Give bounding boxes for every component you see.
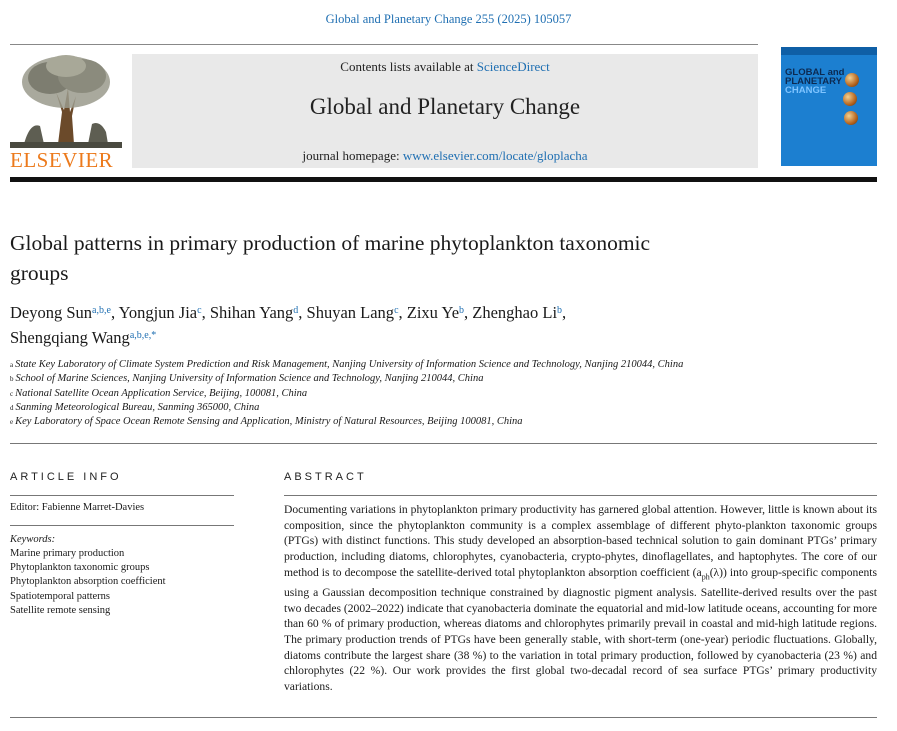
- cover-globe-icon: [845, 73, 859, 87]
- affiliation-text: Sanming Meteorological Bureau, Sanming 365000, China: [15, 401, 260, 413]
- editor-rule: [10, 525, 234, 526]
- homepage-line: [132, 148, 758, 164]
- author-name[interactable]: Shihan Yang: [209, 303, 294, 322]
- affiliation-marker: c: [10, 389, 14, 398]
- abstract-rule: [284, 495, 877, 496]
- contents-prefix: Contents lists available at: [340, 59, 477, 74]
- author-affiliation-marker[interactable]: c: [197, 305, 202, 316]
- header-top-rule: [10, 44, 758, 45]
- elsevier-wordmark: ELSEVIER: [10, 148, 114, 172]
- abstract-text-part1: Documenting variations in phytoplankton primary productivity has garnered global attention. However, little is known about its composition, since the phytoplankton community is a complex assemblage of different phyto-plankton taxonomic groups (PTGs) with distinct functions. This study developed an absorption-based technical solution to gain dominant PTGs’ primary production, including diatoms, chlorophytes, cyanobacteria, crypto-phytes, dinoflagellates, and haptophytes. The core of our method is to decompose the satellite-derived total phytoplankton absorption coefficient (a: [284, 503, 877, 579]
- cover-globe-icon: [844, 111, 858, 125]
- journal-cover-image[interactable]: [781, 47, 877, 166]
- author-name[interactable]: Yongjun Jia: [118, 303, 198, 322]
- article-title: Global patterns in primary production of marine phytoplankton taxonomic groups: [10, 231, 651, 285]
- author-affiliation-marker[interactable]: d: [293, 305, 299, 316]
- author-name[interactable]: Zixu Ye: [406, 303, 460, 322]
- cover-globe-icon: [843, 92, 857, 106]
- author-name[interactable]: Deyong Sun: [10, 303, 93, 322]
- sciencedirect-link[interactable]: ScienceDirect: [476, 59, 550, 74]
- keyword-item[interactable]: Satellite remote sensing: [10, 604, 111, 616]
- affiliation-marker: b: [10, 375, 14, 384]
- author-separator: ,: [298, 303, 307, 322]
- cover-top-strip: [781, 47, 877, 55]
- author-list: [10, 300, 750, 350]
- author-affiliation-marker[interactable]: b: [557, 305, 563, 316]
- cover-title-line3: CHANGE: [785, 85, 827, 96]
- article-info-heading: ARTICLE INFO: [10, 471, 122, 483]
- abstract-text-subscript: ph: [701, 572, 710, 582]
- affiliation-list: [10, 358, 870, 429]
- cover-title: [785, 68, 844, 95]
- article-info-rule: [10, 495, 234, 496]
- journal-homepage-link[interactable]: www.elsevier.com/locate/gloplacha: [402, 148, 588, 163]
- abstract-heading: ABSTRACT: [284, 471, 367, 483]
- affiliation-marker: e: [10, 418, 14, 427]
- author-affiliation-marker[interactable]: c: [394, 305, 399, 316]
- affiliation-item: [10, 358, 870, 372]
- affiliation-marker: d: [10, 403, 14, 412]
- author-separator: ,: [464, 303, 473, 322]
- author-separator: ,: [201, 303, 210, 322]
- elsevier-tree-icon: [10, 52, 122, 148]
- cover-title-line2: PLANETARY: [785, 76, 842, 87]
- bottom-rule: [10, 717, 877, 718]
- elsevier-logo[interactable]: [10, 52, 122, 172]
- abstract-text: [284, 502, 877, 695]
- editor-line: Editor: Fabienne Marret-Davies: [10, 502, 145, 513]
- author-name[interactable]: Zhenghao Li: [472, 303, 558, 322]
- affiliation-item: [10, 415, 870, 429]
- affiliation-text: Key Laboratory of Space Ocean Remote Sensing and Application, Ministry of Natural Resources, Beijing 100081, China: [15, 416, 523, 428]
- affiliation-marker: a: [10, 361, 14, 369]
- affiliation-text: National Satellite Ocean Application Service, Beijing, 100081, China: [15, 387, 308, 399]
- cover-title-line1: GLOBAL and: [785, 67, 845, 78]
- homepage-prefix: journal homepage:: [302, 148, 403, 163]
- affiliation-text: State Key Laboratory of Climate System Prediction and Risk Management, Nanjing University of Information Science and Technology, Nanjing 210044, China: [15, 359, 684, 370]
- keyword-item[interactable]: Phytoplankton taxonomic groups: [10, 562, 150, 574]
- author-separator: ,: [110, 303, 119, 322]
- author-name[interactable]: Shuyan Lang: [306, 303, 395, 322]
- section-rule: [10, 443, 877, 444]
- author-affiliation-marker[interactable]: a,b,e: [92, 305, 111, 316]
- affiliation-item: [10, 387, 870, 401]
- keywords-list: [10, 547, 166, 618]
- author-separator: ,: [398, 303, 407, 322]
- journal-header-box: [132, 54, 758, 168]
- affiliation-item: [10, 401, 870, 415]
- keywords-label: Keywords:: [10, 534, 56, 545]
- keyword-item[interactable]: Marine primary production: [10, 548, 125, 559]
- header-thick-rule: [10, 177, 877, 182]
- keyword-item[interactable]: Phytoplankton absorption coefficient: [10, 576, 166, 588]
- author-affiliation-marker[interactable]: a,b,e,*: [129, 330, 157, 341]
- affiliation-item: [10, 372, 870, 386]
- journal-name: Global and Planetary Change: [309, 94, 581, 119]
- journal-citation-link[interactable]: Global and Planetary Change 255 (2025) 105057: [325, 12, 572, 26]
- author-separator: ,: [562, 303, 567, 322]
- contents-line: [132, 59, 758, 75]
- author-name[interactable]: Shengqiang Wang: [10, 328, 130, 347]
- abstract-text-part2: (λ)) into group-specific components using a Gaussian decomposition technique constrained by diagnostic pigment analysis. Satellite-derived results over the past two decades (2002–2022) indicate that cyanobacteria dominate the equatorial and mid-low latitude oceans, accounting for more than 60 % of primary production, whereas diatoms and chlorophytes primarily prevail in coastal and mid-high latitude regions. The primary production trends of PTGs have been generally stable, with short-term (one-year) periodic fluctuations. Globally, diatoms contribute the largest share (38 %) to the variation in total primary production, followed by cyanobacteria (23 %) and chlorophytes (22 %). Our work provides the first global two-decadal record of sea surface PTGs’ primary productivity variations.: [284, 565, 877, 694]
- affiliation-text: School of Marine Sciences, Nanjing University of Information Science and Technology, Nanjing 210044, China: [15, 373, 484, 385]
- author-affiliation-marker[interactable]: b: [459, 305, 465, 316]
- keyword-item[interactable]: Spatiotemporal patterns: [10, 590, 111, 602]
